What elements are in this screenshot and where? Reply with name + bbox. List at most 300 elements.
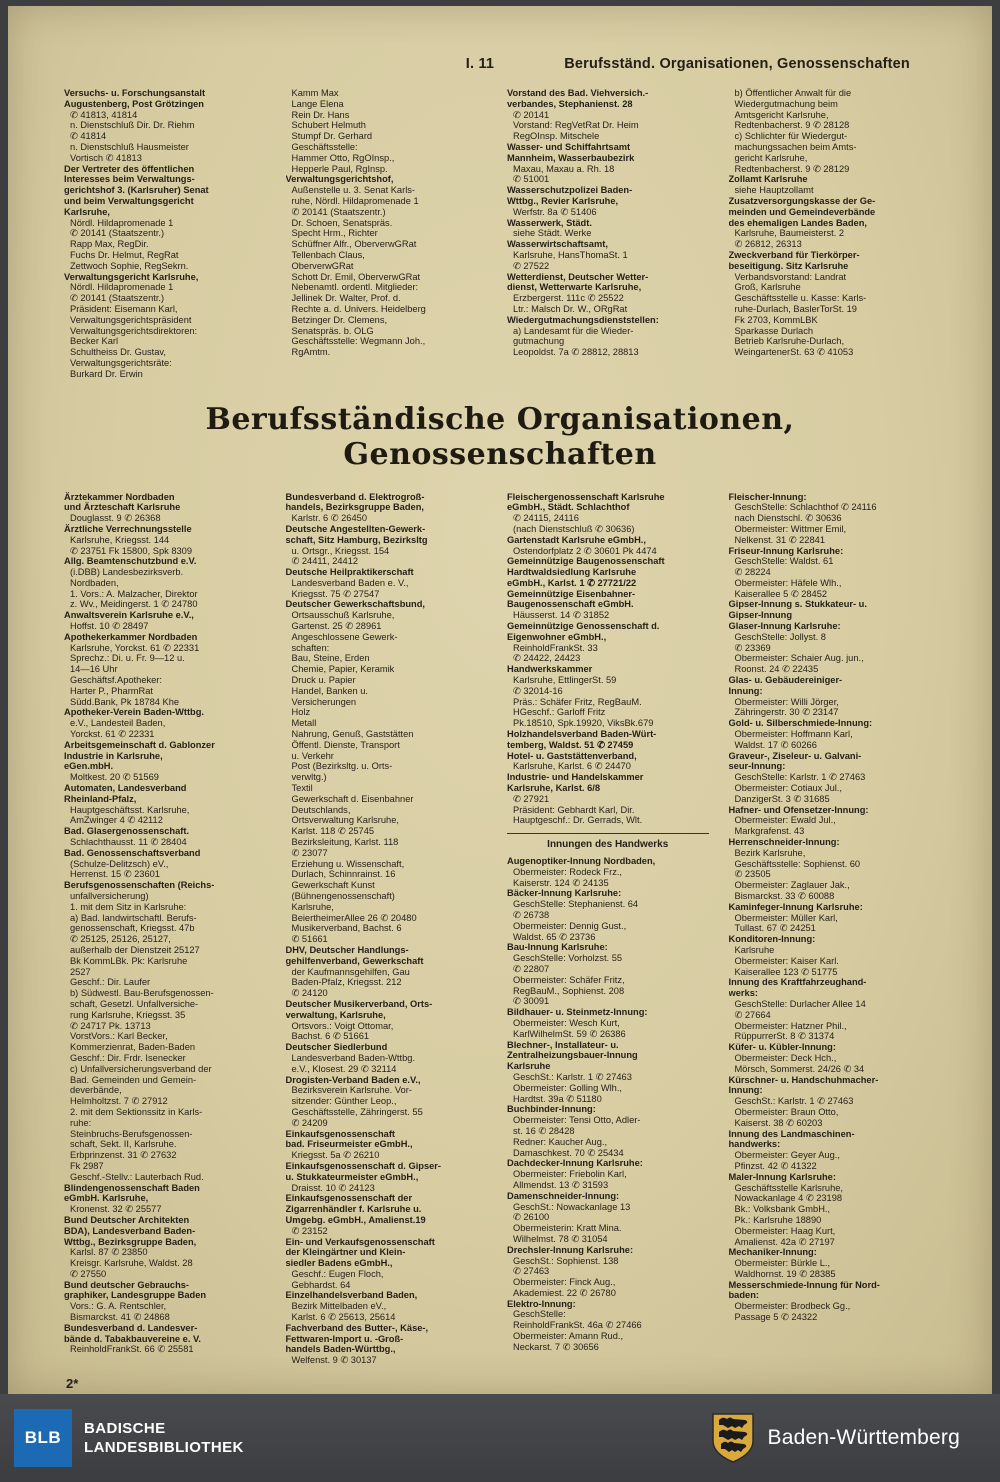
text-line: Druck u. Papier <box>291 675 356 686</box>
text-line: Deutscher Siedlerbund <box>285 1042 388 1053</box>
text-line: Waldst. 65 ✆ 23736 <box>513 931 596 942</box>
text-line: Deutsche Heilpraktikerschaft <box>285 567 414 578</box>
text-line: Tullast. 67 ✆ 24251 <box>734 923 816 934</box>
text-line: Hammer Otto, RgOInsp., <box>291 152 395 163</box>
text-line: Geschäftsstelle, Zähringerst. 55 <box>291 1106 423 1117</box>
text-line: ✆ 24422, 24423 <box>513 653 581 664</box>
text-line: Allmendst. 13 ✆ 31593 <box>513 1179 609 1190</box>
text-line: Passage 5 ✆ 24322 <box>734 1312 818 1323</box>
text-line: Rein Dr. Hans <box>291 109 350 120</box>
text-line: graphiker, Landesgruppe Baden <box>64 1290 207 1301</box>
text-line: Holz <box>291 707 311 718</box>
text-line: Ortsverwaltung Karlsruhe, <box>291 815 399 826</box>
baden-wuerttemberg-crest-icon <box>710 1411 756 1465</box>
text-line: Obermeister: Brodbeck Gg., <box>734 1301 851 1312</box>
text-line: Obermeister: Hatzner Phil., <box>734 1020 847 1031</box>
text-line: ✆ 25125, 25126, 25127, <box>70 934 171 945</box>
text-line: Karlst. 118 ✆ 25745 <box>291 826 375 837</box>
text-line: Versuchs- u. Forschungsanstalt <box>64 88 206 98</box>
text-line: st. 16 ✆ 28428 <box>513 1125 575 1136</box>
text-line: Zettwoch Sophie, RegSekrn. <box>70 260 189 271</box>
text-line: verbandes, Stephanienst. 28 <box>507 98 633 109</box>
text-line: Gipser-Innung s. Stukkateur- u. <box>728 599 867 610</box>
text-line: Apotheker-Verein Baden-Wttbg. <box>64 707 204 718</box>
text-line: (i.DBB) Landesbezirksverb. <box>70 567 184 578</box>
text-line: HGeschf.: Garloff Fritz <box>513 707 606 718</box>
text-line: Deutsche Angestellten-Gewerk- <box>285 523 426 534</box>
text-line: Fleischer-Innung: <box>728 491 807 502</box>
text-line: ✆ 23152 <box>291 1225 328 1236</box>
text-line: Senatspräs. b. OLG <box>291 325 374 336</box>
text-line: eGen.mbH. <box>64 761 114 772</box>
text-line: Damenschneider-Innung: <box>507 1190 620 1201</box>
text-line: Amalienst. 42a ✆ 27197 <box>734 1236 835 1247</box>
text-line: Fachverband des Butter-, Käse-, <box>285 1322 429 1333</box>
text-line: Bau-Innung Karlsruhe: <box>507 942 608 953</box>
text-line: AmZwinger 4 ✆ 42112 <box>70 815 163 826</box>
text-line: Damaschkest. 70 ✆ 25434 <box>513 1147 624 1158</box>
text-line: Nahrung, Genuß, Gaststätten <box>291 729 414 740</box>
text-line: Specht Hrm., Richter <box>291 228 378 239</box>
text-line: ✆ 24411, 24412 <box>291 556 359 567</box>
text-line: Obermeister: Ewald Jul., <box>734 815 836 826</box>
text-line: Obermeister: Deck Hch., <box>734 1052 837 1063</box>
text-line: ✆ 22807 <box>513 963 550 974</box>
text-line: Rechte a. d. Univers. Heidelberg <box>291 303 426 314</box>
text-line: Bismarckst. 41 ✆ 24868 <box>70 1312 170 1323</box>
text-line: Vortisch ✆ 41813 <box>70 152 142 163</box>
text-line: Wilhelmst. 78 ✆ 31054 <box>513 1233 608 1244</box>
text-line: temberg, Waldst. 51 ✆ 27459 <box>507 739 634 750</box>
text-line: Geschäftsf.Apotheker: <box>70 675 162 686</box>
text-line: Verwaltungsgerichtshof, <box>285 174 394 185</box>
text-line: Hafner- und Ofensetzer-Innung: <box>728 804 869 815</box>
text-line: Zusatzversorgungskasse der Ge- <box>728 195 876 206</box>
text-line: ✆ 24120 <box>291 988 328 999</box>
text-line: Bad. Gemeinden und Gemein- <box>70 1074 197 1085</box>
text-line: Redtenbacherst. 9 ✆ 28128 <box>734 120 850 131</box>
text-line: Moltkest. 20 ✆ 51569 <box>70 772 159 783</box>
text-line: Redner: Kaucher Aug., <box>513 1136 608 1147</box>
text-line: b) Öffentlicher Anwalt für die <box>734 88 852 98</box>
text-line: Zähringerstr. 30 ✆ 23147 <box>734 707 839 718</box>
text-line: eGmbH., Karlst. 1 ✆ 27721/22 <box>507 577 637 588</box>
text-line: Verwaltungsgerichtspräsident <box>70 314 192 325</box>
state-branding <box>710 1411 960 1465</box>
text-line: außerhalb der Dienstzeit 25127 <box>70 944 200 955</box>
text-line: Geschäftsstelle u. Kasse: Karls- <box>734 293 867 304</box>
text-line: Karlsruhe <box>507 1061 551 1072</box>
text-line: Geschäftsstelle: <box>291 141 358 152</box>
text-line: Geschäftsstelle Karlsruhe, <box>734 1182 844 1193</box>
text-line: Außenstelle u. 3. Senat Karls- <box>291 185 416 196</box>
text-line: Küfer- u. Kübler-Innung: <box>728 1042 836 1053</box>
text-line: Gemeinnützige Genossenschaft d. <box>507 621 660 632</box>
text-line: unfallversicherung) <box>70 891 149 901</box>
text-line: Kaiserallee 5 ✆ 28452 <box>734 588 828 599</box>
blb-logo: BLB <box>14 1409 72 1467</box>
text-line: Baugenossenschaft eGmbH. <box>507 599 634 610</box>
text-line: RgAmtm. <box>291 347 331 358</box>
text-line: Landesverband Baden e. V., <box>291 577 409 588</box>
text-line: OberverwGRat <box>291 260 354 271</box>
text-line: (nach Dienstschluß ✆ 30636) <box>513 523 635 534</box>
text-line: Verwaltungsgerichtsdirektoren: <box>70 325 198 336</box>
text-line: der Kleingärtner und Klein- <box>285 1247 406 1258</box>
text-line: Ltr.: Malsch Dr. W., ORgRat <box>513 303 628 314</box>
text-line: ✆ 24717 Pk. 13713 <box>70 1020 151 1031</box>
text-line: Einzelhandelsverband Baden, <box>285 1290 418 1301</box>
text-line: ✆ 23505 <box>734 869 771 880</box>
text-line: Graveur-, Ziseleur- u. Galvani- <box>728 750 862 761</box>
text-line: Sprechz.: Di. u. Fr. 9—12 u. <box>70 653 185 664</box>
text-line: Industrie- und Handelskammer <box>507 772 644 783</box>
text-line: Allg. Beamtenschutzbund e.V. <box>64 556 197 567</box>
text-line: Mörsch, Sommerst. 24/26 ✆ 34 <box>734 1063 865 1074</box>
text-line: Öffentl. Dienste, Transport <box>291 739 400 750</box>
text-line: werks: <box>728 988 758 999</box>
text-line: RüppurrerSt. 8 ✆ 31374 <box>734 1031 835 1042</box>
text-line: Hardtst. 39a ✆ 51180 <box>513 1093 602 1104</box>
text-line: Karlsl. 87 ✆ 23850 <box>70 1247 148 1258</box>
text-line: e.V., Landesteil Baden, <box>70 718 166 729</box>
text-line: gutmachung <box>513 336 565 347</box>
library-branding <box>14 1409 244 1467</box>
text-line: Yorckst. 61 ✆ 22331 <box>70 729 155 740</box>
text-line: verwltg.) <box>291 772 327 783</box>
text-line: Zweckverband für Tierkörper- <box>728 249 860 260</box>
text-line: Wetterdienst, Deutscher Wetter- <box>507 271 649 282</box>
text-line: Eigenwohner eGmbH., <box>507 631 607 642</box>
text-line: Verwaltungsgerichtsräte: <box>70 357 172 368</box>
text-line: Bezirk Mittelbaden eV., <box>291 1301 387 1312</box>
text-line: c) Unfallversicherungsverband der <box>70 1063 212 1074</box>
text-line: Geschäftsstelle: Sophienst. 60 <box>734 858 861 869</box>
text-line: VorstVors.: Karl Becker, <box>70 1031 168 1042</box>
text-line: Obermeister: Wesch Kurt, <box>513 1017 620 1028</box>
text-line: Fk 2987 <box>70 1160 104 1171</box>
text-line: Konditoren-Innung: <box>728 934 816 945</box>
text-line: Becker Karl <box>70 336 119 347</box>
text-line: ✆ 23369 <box>734 642 771 653</box>
text-line: Kaminfeger-Innung Karlsruhe: <box>728 901 863 912</box>
text-line: GeschStelle: Jollyst. 8 <box>734 631 826 642</box>
text-line: Bildhauer- u. Steinmetz-Innung: <box>507 1007 648 1018</box>
text-line: bände d. Tabakbauvereine e. V. <box>64 1333 201 1344</box>
text-line: e.V., Klosest. 29 ✆ 32114 <box>291 1063 397 1074</box>
text-line: Wttbg., Bezirksgruppe Baden, <box>64 1236 197 1247</box>
text-line: Kürschner- u. Handschuhmacher- <box>728 1074 879 1085</box>
text-line: dienst, Wetterwarte Karlsruhe, <box>507 282 642 293</box>
text-line: Leopoldst. 7a ✆ 28812, 28813 <box>513 347 639 358</box>
text-line: Gebhardst. 64 <box>291 1279 351 1290</box>
text-line: Erziehung u. Wissenschaft, <box>291 858 405 869</box>
text-line: Gartenst. 25 ✆ 28961 <box>291 621 382 632</box>
text-line: Blindengenossenschaft Baden <box>64 1182 200 1193</box>
text-line: (Schulze-Delitzsch) eV., <box>70 858 169 869</box>
text-line: Pk.: Karlsruhe 18890 <box>734 1214 822 1225</box>
text-line: gehilfenverband, Gewerkschaft <box>285 955 424 966</box>
text-line: Karlsruhe, Karlst. 6 ✆ 24470 <box>513 761 631 772</box>
text-line: seur-Innung: <box>728 761 786 772</box>
text-line: Wasser- und Schiffahrtsamt <box>507 141 631 152</box>
text-line: Pk.18510, Spk.19920, ViksBk.679 <box>513 718 654 729</box>
text-line: u. Verkehr <box>291 750 334 761</box>
text-line: Geschf.-Stellv.: Lauterbach Rud. <box>70 1171 204 1182</box>
text-line: Fettwaren-Import u. -Groß- <box>285 1333 404 1344</box>
text-line: Chemie, Papier, Keramik <box>291 664 395 675</box>
text-line: Bismarckst. 33 ✆ 60088 <box>734 891 835 901</box>
text-line: RegOInsp. Mitschele <box>513 131 600 142</box>
text-line: Helmholtzst. 7 ✆ 27912 <box>70 1096 168 1107</box>
text-line: Elektro-Innung: <box>507 1298 576 1309</box>
text-line: Douglasst. 9 ✆ 26368 <box>70 513 161 524</box>
text-line: Ein- und Verkaufsgenossenschaft <box>285 1236 435 1247</box>
text-line: Bund deutscher Gebrauchs- <box>64 1279 190 1290</box>
text-line: GeschStelle: Schlachthof ✆ 24116 <box>734 502 877 513</box>
text-line: n. Dienstschluß Hausmeister <box>70 141 189 152</box>
text-line: ✆ 41813, 41814 <box>70 109 138 120</box>
text-line: Deutscher Musikerverband, Orts- <box>285 998 433 1009</box>
text-line: bad. Friseurmeister eGmbH., <box>285 1139 413 1150</box>
text-line: Karlsruhe, Karlst. 6/8 <box>507 783 601 794</box>
text-line: Roonst. 24 ✆ 22435 <box>734 664 819 675</box>
text-line: ✆ 24209 <box>291 1117 328 1128</box>
text-line: sitzender: Günther Leop., <box>291 1096 397 1107</box>
text-line: Versicherungen <box>291 696 357 707</box>
text-line: Karlsruhe, <box>64 206 110 217</box>
text-line: Gemeinnützige Baugenossenschaft <box>507 556 665 567</box>
text-line: Groß, Karlsruhe <box>734 282 801 293</box>
text-line: Stumpf Dr. Gerhard <box>291 131 373 142</box>
text-line: Bad. Glasergenossenschaft. <box>64 826 190 837</box>
text-line: Karlsruhe, Yorckst. 61 ✆ 22331 <box>70 642 200 653</box>
text-line: Präsident: Gebhardt Karl, Dir. <box>513 804 635 815</box>
text-line: Glaser-Innung Karlsruhe: <box>728 621 841 632</box>
text-line: ruhe-Durlach, BaslerTorSt. 19 <box>734 303 857 314</box>
text-line: Obermeister: Zaglauer Jak., <box>734 880 850 891</box>
text-line: DanzigerSt. 3 ✆ 31685 <box>734 793 830 804</box>
text-line: ✆ 20141 <box>513 109 550 120</box>
text-line: Rapp Max, RegDir. <box>70 239 149 250</box>
text-line: Maxau, Maxau a. Rh. 18 <box>513 163 615 174</box>
library-name <box>84 1419 244 1457</box>
text-line: Drogisten-Verband Baden e.V., <box>285 1074 421 1085</box>
text-line: Arbeitsgemeinschaft d. Gablonzer <box>64 739 215 750</box>
text-line: Werfstr. 8a ✆ 51406 <box>513 206 597 217</box>
text-line: Schubert Helmuth <box>291 120 366 131</box>
text-line: GeschStelle: Waldst. 61 <box>734 556 834 567</box>
text-line: Steinbruchs-Berufsgenossen- <box>70 1128 193 1139</box>
text-line: Vors.: G. A. Rentschler, <box>70 1301 167 1312</box>
text-line: Harter P., PharmRat <box>70 685 154 696</box>
text-line: Karlsruhe, HansThomaSt. 1 <box>513 249 628 260</box>
text-line: Geschf.: Eugen Floch, <box>291 1268 384 1279</box>
text-line: Hardtwaldsiedlung Karlsruhe <box>507 567 637 578</box>
text-line: Nebenamtl. ordentl. Mitglieder: <box>291 282 419 293</box>
text-line: Karlsruhe, EttlingerSt. 59 <box>513 675 617 686</box>
text-line: Apothekerkammer Nordbaden <box>64 631 198 642</box>
top-column-2 <box>286 88 494 380</box>
text-line: deverbände, <box>70 1085 122 1096</box>
text-line: Glas- u. Gebäudereiniger- <box>728 675 843 686</box>
text-line: ✆ 24115, 24116 <box>513 513 579 524</box>
text-line: Automaten, Landesverband <box>64 783 187 794</box>
text-line: Gewerkschaft Kunst <box>291 880 375 891</box>
text-line: Karlstr. 6 ✆ 26450 <box>291 513 367 524</box>
text-line: Messerschmiede-Innung für Nord- <box>728 1279 880 1290</box>
text-line: gericht Karlsruhe, <box>734 152 808 163</box>
text-line: Obermeister: Bürkle L., <box>734 1258 831 1269</box>
text-line: GeschSt.: Nowackanlage 13 <box>513 1201 631 1212</box>
text-line: machungssachen beim Amts- <box>734 141 857 152</box>
text-line: Interesses beim Verwaltungs- <box>64 174 195 185</box>
text-line: z. Wv., Meidingerst. 1 ✆ 24780 <box>70 599 198 610</box>
text-line: 1. Vors.: A. Malzacher, Direktor <box>70 588 198 599</box>
text-line: Umgebg. eGmbH., Amalienst.19 <box>285 1214 426 1225</box>
text-line: Obermeister: Tensi Otto, Adler- <box>513 1115 641 1126</box>
text-line: ReinholdFrankSt. 66 ✆ 25581 <box>70 1344 194 1355</box>
text-line: Blechner-, Installateur- u. <box>507 1039 619 1050</box>
text-line: Draisst. 10 ✆ 24123 <box>291 1182 375 1193</box>
text-line: Zollamt Karlsruhe <box>728 174 808 185</box>
text-line: DHV, Deutscher Handlungs- <box>285 944 409 955</box>
text-line: Buchbinder-Innung: <box>507 1104 596 1115</box>
text-line: Hotel- u. Gaststättenverband, <box>507 750 637 761</box>
text-line: GeschStelle: Karlstr. 1 ✆ 27463 <box>734 772 866 783</box>
text-line: Kaiserallee 123 ✆ 51775 <box>734 966 838 977</box>
text-line: Südd.Bank, Pk 18784 Khe <box>70 696 180 707</box>
text-line: Nordbaden, <box>70 577 119 588</box>
text-line: Innungen des Handwerks <box>507 833 709 851</box>
text-line: Nördl. Hildapromenade 1 <box>70 282 174 293</box>
text-line: meinden und Gemeindeverbände <box>728 206 876 217</box>
text-line: Wasserschutzpolizei Baden- <box>507 185 633 196</box>
text-line: schaft, Sitz Hamburg, Bezirksltg <box>285 534 428 545</box>
text-line: KarlWilhelmSt. 59 ✆ 26386 <box>513 1028 626 1039</box>
text-line: ✆ 20141 (Staatszentr.) <box>70 228 165 239</box>
text-line: ✆ 27463 <box>513 1266 550 1277</box>
text-line: a) Landesamt für die Wieder- <box>513 325 634 336</box>
text-line: schaften: <box>291 642 330 653</box>
text-line: Gartenstadt Karlsruhe eGmbH., <box>507 534 646 545</box>
text-line: und beim Verwaltungsgericht <box>64 195 194 206</box>
text-line: 2. mit dem Sektionssitz in Karls- <box>70 1106 203 1117</box>
text-line: Bezirk Karlsruhe, <box>734 847 806 858</box>
text-line: Obermeister: Rodeck Frz., <box>513 866 623 877</box>
text-line: GeschSt.: Karlstr. 1 ✆ 27463 <box>734 1096 854 1107</box>
text-line: Obermeister: Häfele Wlh., <box>734 577 842 588</box>
text-line: GeschStelle: Durlacher Allee 14 <box>734 998 866 1009</box>
text-line: Kaiserst. 38 ✆ 60203 <box>734 1117 823 1128</box>
text-line: b) Südwestl. Bau-Berufsgenossen- <box>70 988 214 999</box>
text-line: Waldhornst. 19 ✆ 28385 <box>734 1268 836 1279</box>
text-line: Verbandsvorstand: Landrat <box>734 271 847 282</box>
text-line: Gemeinnützige Eisenbahner- <box>507 588 636 599</box>
text-line: Maler-Innung Karlsruhe: <box>728 1171 836 1182</box>
running-head <box>64 56 910 72</box>
text-line: schaft, Sekt. II, Karlsruhe. <box>70 1139 177 1150</box>
text-line: Ärztekammer Nordbaden <box>64 491 175 502</box>
main-column-2 <box>286 492 494 1367</box>
text-line: Innung: <box>728 1085 763 1096</box>
text-line: Landesverband Baden-Wttbg. <box>291 1052 416 1063</box>
text-line: GeschStelle: <box>513 1309 566 1320</box>
text-line: rung Karlsruhe, Kriegsst. 35 <box>70 1009 186 1020</box>
text-line: Industrie in Karlsruhe, <box>64 750 163 761</box>
text-line: GeschStelle: Vorholzst. 55 <box>513 953 623 964</box>
main-column-3 <box>507 492 715 1367</box>
text-line: Handwerkskammer <box>507 664 593 675</box>
text-line: Mannheim, Wasserbaubezirk <box>507 152 635 163</box>
text-line: Herrenst. 15 ✆ 23601 <box>70 869 160 880</box>
text-line: Markgrafenst. 43 <box>734 826 805 837</box>
text-line: Mechaniker-Innung: <box>728 1247 817 1258</box>
text-line: Bezirksverein Karlsruhe. Vor- <box>291 1085 412 1096</box>
text-line: Gewerkschaft d. Eisenbahner <box>291 793 414 804</box>
text-line: Berufsgenossenschaften (Reichs- <box>64 880 215 891</box>
text-line: Obermeister: Wittmer Emil, <box>734 523 847 534</box>
text-line: Holzhandelsverband Baden-Würt- <box>507 729 657 740</box>
text-line: Obermeister: Hoffmann Karl, <box>734 729 853 740</box>
text-line: Zigarrenhändler f. Karlsruhe u. <box>285 1204 422 1215</box>
text-line: Karlsruhe <box>734 944 775 955</box>
text-line: Redtenbacherst. 9 ✆ 28129 <box>734 163 850 174</box>
text-line: der Kaufmannsgehilfen, Gau <box>291 966 410 977</box>
text-line: Augenoptiker-Innung Nordbaden, <box>507 856 656 867</box>
text-line: schaft, Gesetzl. Unfallversiche- <box>70 998 199 1009</box>
text-line: Vorstand: RegVetRat Dr. Heim <box>513 120 639 131</box>
text-line: Gold- u. Silberschmiede-Innung: <box>728 718 873 729</box>
text-line: Bundesverband d. Elektrogroß- <box>285 491 425 502</box>
text-line: Obermeister: Golling Wlh., <box>513 1082 623 1093</box>
text-line: GeschSt.: Sophienst. 138 <box>513 1255 619 1266</box>
text-line: nach Dienstschl. ✆ 30636 <box>734 513 842 524</box>
text-line: des ehemaligen Landes Baden, <box>728 217 867 228</box>
text-line: Obermeisterin: Kratt Mina. <box>513 1223 622 1234</box>
text-line: Ärztliche Verrechnungsstelle <box>64 523 192 534</box>
text-line: Obermeister: Schaier Aug. jun., <box>734 653 864 664</box>
text-line: Bezirksleitung, Karlst. 118 <box>291 837 399 848</box>
text-line: Dr. Schoen, Senatspräs. <box>291 217 393 228</box>
text-line: Deutschlands, <box>291 804 351 815</box>
page-signature-mark: 2* <box>66 1376 79 1392</box>
text-line: Angeschlossene Gewerk- <box>291 631 398 642</box>
text-line: ReinholdFrankSt. 46a ✆ 27466 <box>513 1320 642 1331</box>
text-line: ✆ 41814 <box>70 131 107 142</box>
text-line: Kreisgr. Karlsruhe, Waldst. 28 <box>70 1258 193 1269</box>
text-line: n. Dienstschluß Dir. Dr. Riehm <box>70 120 195 131</box>
text-line: Verwaltungsgericht Karlsruhe, <box>64 271 199 282</box>
text-line: Obermeister: Dennig Gust., <box>513 920 627 931</box>
text-line: Akademiest. 22 ✆ 26780 <box>513 1287 616 1298</box>
text-line: siehe Hauptzollamt <box>734 185 814 196</box>
footer-bar <box>0 1394 1000 1482</box>
text-line: BDA), Landesverband Baden- <box>64 1225 196 1236</box>
main-column-1 <box>64 492 272 1367</box>
text-line: Wasserwirtschaftsamt, <box>507 239 608 250</box>
text-line: Betzinger Dr. Clemens, <box>291 314 388 325</box>
main-column-4 <box>729 492 937 1367</box>
text-line: Waldst. 17 ✆ 60266 <box>734 739 817 750</box>
text-line: Fleischergenossenschaft Karlsruhe <box>507 491 665 502</box>
text-line: Der Vertreter des öffentlichen <box>64 163 195 174</box>
text-line: handwerks: <box>728 1139 781 1150</box>
text-line: Nördl. Hildapromenade 1 <box>70 217 174 228</box>
text-line: Kriegsst. 5a ✆ 26210 <box>291 1150 380 1161</box>
text-line: Hauptgeschäftsst. Karlsruhe, <box>70 804 190 815</box>
text-line: Schultheiss Dr. Gustav, <box>70 347 166 358</box>
